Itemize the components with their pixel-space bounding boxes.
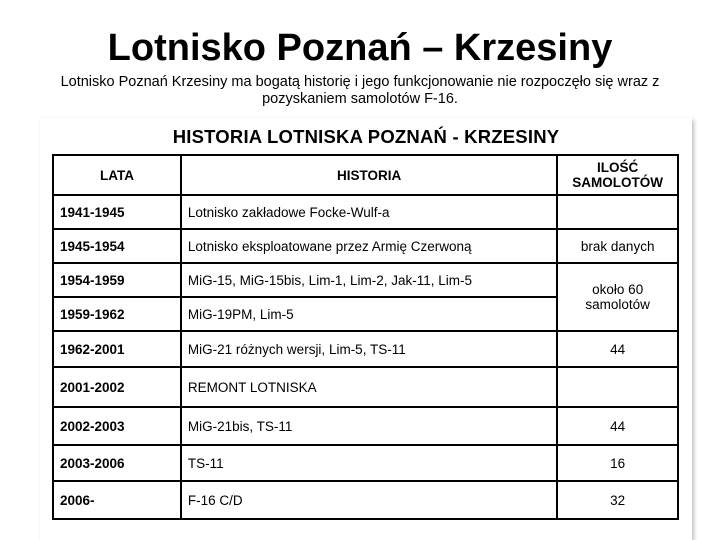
- row-history: MiG-15, MiG-15bis, Lim-1, Lim-2, Jak-11, Lim-5: [181, 263, 557, 297]
- history-table: [52, 154, 679, 520]
- table-row: [53, 407, 678, 445]
- header-ilosc: ILOŚĆ SAMOLOTÓW: [557, 155, 678, 195]
- row-years: 1941-1945: [53, 195, 181, 229]
- table-row: [53, 263, 678, 297]
- history-table-image: [40, 118, 692, 540]
- row-count: około 60 samolotów: [557, 263, 678, 331]
- page-subtitle: Lotnisko Poznań Krzesiny ma bogatą historię i jego funkcjonowanie nie rozpoczęło się wraz z pozyskaniem samolotów F-16.: [60, 74, 660, 107]
- table-title: HISTORIA LOTNISKA POZNAŃ - KRZESINY: [172, 126, 560, 147]
- row-history: MiG-19PM, Lim-5: [181, 297, 557, 331]
- table-row: [53, 331, 678, 367]
- row-history: F-16 C/D: [181, 481, 557, 519]
- table-row: [53, 367, 678, 407]
- row-count: [557, 195, 678, 229]
- row-years: 2006-: [53, 481, 181, 519]
- table-header-row: [53, 155, 678, 195]
- header-historia: HISTORIA: [181, 155, 557, 195]
- row-count: 44: [557, 331, 678, 367]
- row-count: brak danych: [557, 229, 678, 263]
- row-history: MiG-21bis, TS-11: [181, 407, 557, 445]
- page-title: Lotnisko Poznań – Krzesiny: [107, 27, 613, 69]
- row-history: Lotnisko eksploatowane przez Armię Czerwoną: [181, 229, 557, 263]
- row-count: 16: [557, 445, 678, 481]
- row-years: 1954-1959: [53, 263, 181, 297]
- row-years: 1962-2001: [53, 331, 181, 367]
- table-row: [53, 481, 678, 519]
- row-years: 1945-1954: [53, 229, 181, 263]
- row-count: 44: [557, 407, 678, 445]
- row-history: TS-11: [181, 445, 557, 481]
- row-years: 2001-2002: [53, 367, 181, 407]
- row-count: [557, 367, 678, 407]
- header-lata: LATA: [53, 155, 181, 195]
- table-row: [53, 195, 678, 229]
- table-row: [53, 229, 678, 263]
- table-row: [53, 445, 678, 481]
- row-history: MiG-21 różnych wersji, Lim-5, TS-11: [181, 331, 557, 367]
- row-count: 32: [557, 481, 678, 519]
- row-history: REMONT LOTNISKA: [181, 367, 557, 407]
- row-years: 1959-1962: [53, 297, 181, 331]
- row-history: Lotnisko zakładowe Focke-Wulf-a: [181, 195, 557, 229]
- row-years: 2003-2006: [53, 445, 181, 481]
- row-years: 2002-2003: [53, 407, 181, 445]
